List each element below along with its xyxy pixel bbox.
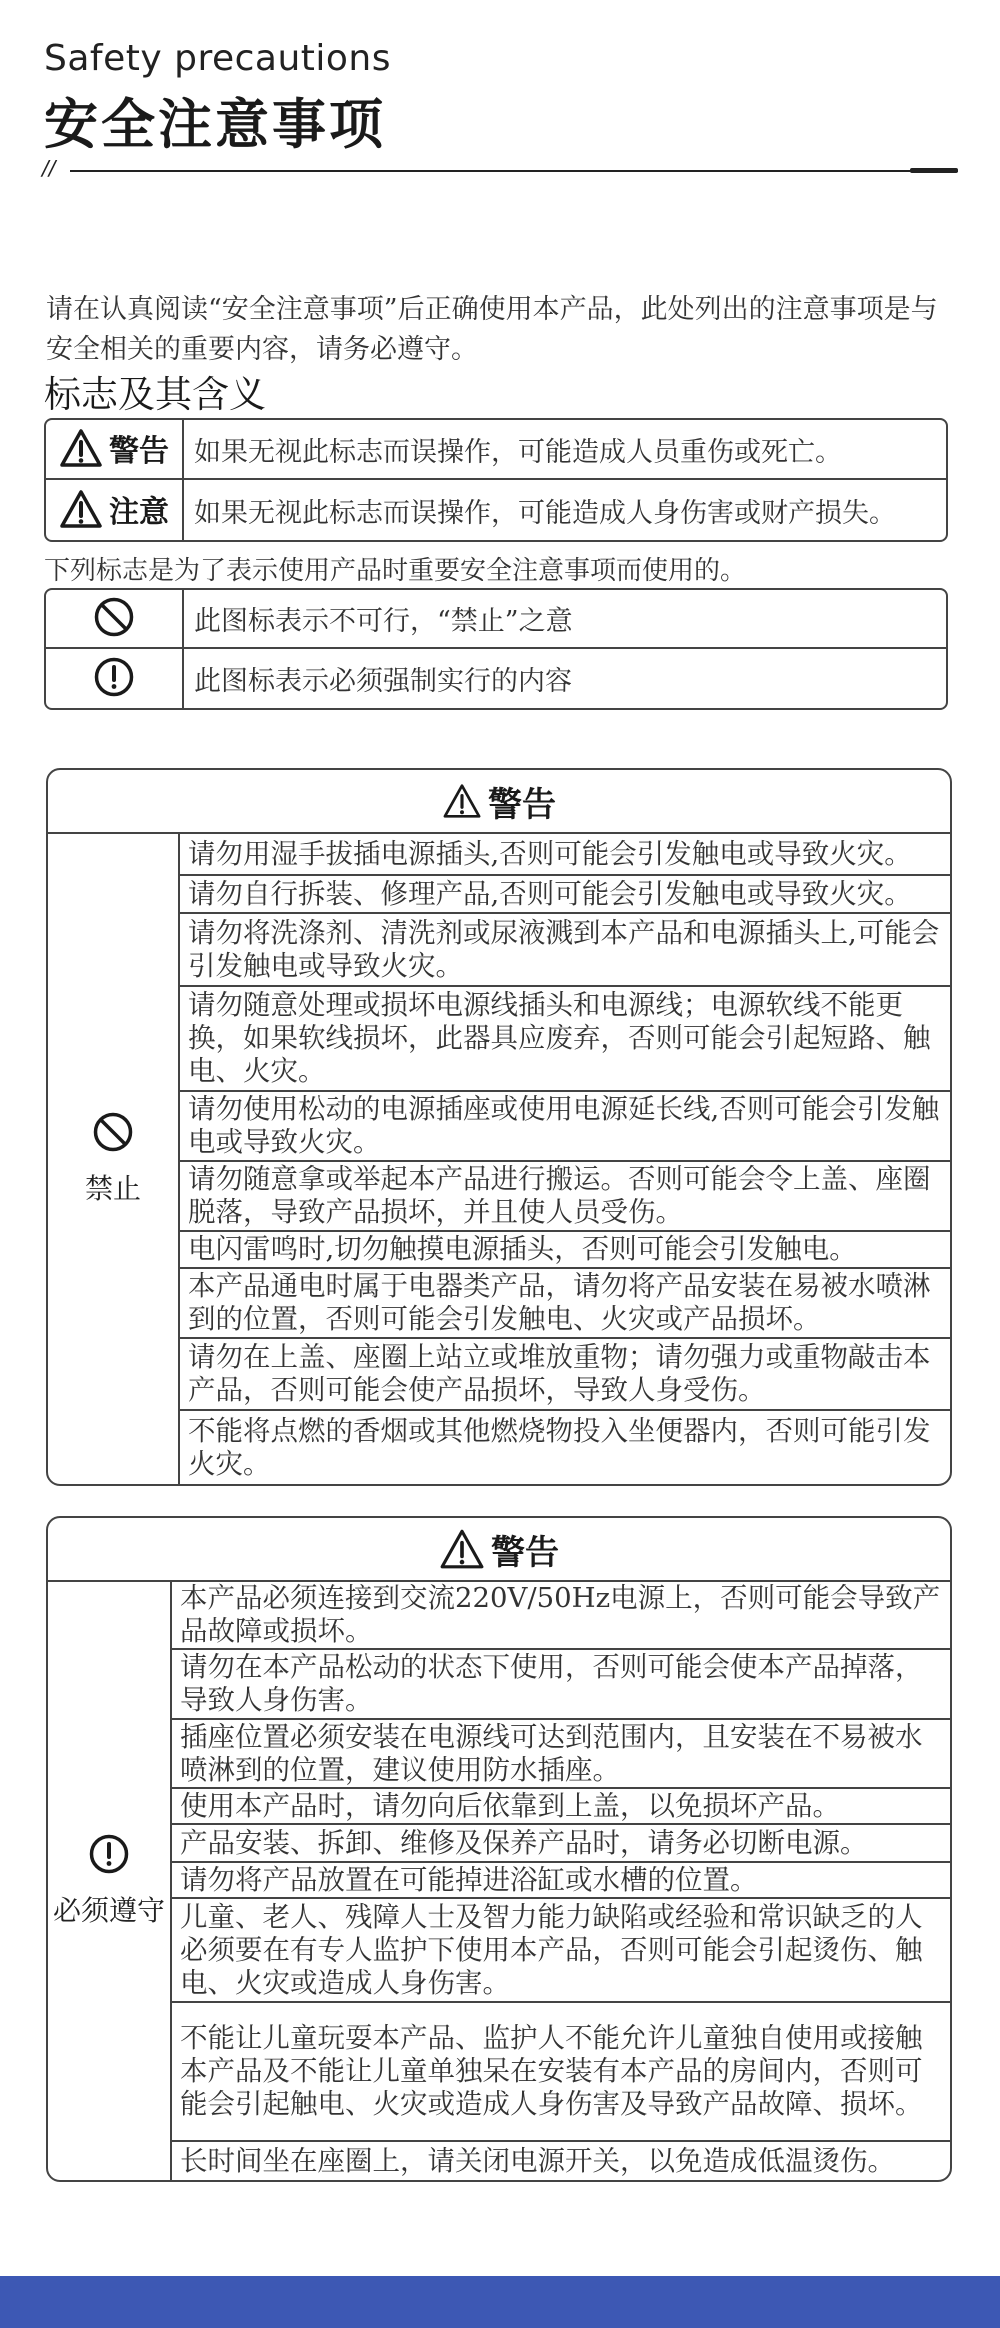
header-rule	[70, 170, 958, 172]
title-chinese: 安全注意事项	[44, 93, 386, 156]
mandatory-warning-panel	[46, 1516, 952, 2182]
rule-item: 使用本产品时，请勿向后依靠到上盖，以免损坏产品。	[172, 1789, 950, 1825]
panel-title: 警告	[488, 784, 556, 825]
panel-header	[48, 770, 950, 834]
rule-item: 不能将点燃的香烟或其他燃烧物投入坐便器内，否则可能引发火灾。	[188, 1414, 931, 1480]
rule-item: 儿童、老人、残障人士及智力能力缺陷或经验和常识缺乏的人必须要在有专人监护下使用本产品，否则可能会引起烫伤、触电、火灾或造成人身伤害。	[172, 1899, 950, 2003]
symbol-row-mandatory	[46, 649, 946, 708]
side-label: 必须遵守	[52, 1894, 165, 1927]
rule-item: 电闪雷鸣时,切勿触摸电源插头，否则可能会引发触电。	[180, 1232, 950, 1269]
side-label: 禁止	[84, 1172, 141, 1205]
rule-list	[172, 1582, 950, 2180]
signs-heading: 标志及其含义	[44, 373, 266, 416]
warning-triangle-icon	[59, 489, 103, 529]
rule-item: 不能让儿童玩耍本产品、监护人不能允许儿童独自使用或接触本产品及不能让儿童单独呆在安装有本产品的房间内，否则可能会引起触电、火灾或造成人身伤害及导致产品故障、损坏。	[172, 2003, 950, 2142]
rule-item: 长时间坐在座圈上，请关闭电源开关，以免造成低温烫伤。	[180, 2144, 895, 2177]
rule-item: 插座位置必须安装在电源线可达到范围内，且安装在不易被水喷淋到的位置，建议使用防水插座。	[172, 1720, 950, 1789]
signal-meaning: 如果无视此标志而误操作，可能造成人身伤害或财产损失。	[194, 497, 896, 529]
panel-side	[48, 834, 180, 1484]
rule-item: 请勿在上盖、座圈上站立或堆放重物；请勿强力或重物敲击本产品，否则可能会使产品损坏，导致人身受伤。	[180, 1339, 950, 1411]
prohibition-icon	[92, 1111, 134, 1153]
rule-list	[180, 834, 950, 1484]
signal-word-table	[44, 418, 948, 542]
panel-header	[48, 1518, 950, 1582]
rule-item: 请勿将产品放置在可能掉进浴缸或水槽的位置。	[172, 1863, 950, 1899]
symbol-row-prohibited	[46, 590, 946, 649]
header-rule-accent	[910, 168, 958, 173]
prohibition-icon	[93, 596, 135, 638]
rule-item: 请勿随意拿或举起本产品进行搬运。否则可能会令上盖、座圈脱落，导致产品损坏，并且使人员受伤。	[180, 1162, 950, 1232]
title-english: Safety precautions	[44, 38, 391, 79]
symbol-table	[44, 588, 948, 710]
rule-item: 请勿将洗涤剂、清洗剂或尿液溅到本产品和电源插头上,可能会引发触电或导致火灾。	[180, 914, 950, 987]
rule-item: 产品安装、拆卸、维修及保养产品时，请务必切断电源。	[172, 1825, 950, 1863]
rule-item: 请勿自行拆装、修理产品,否则可能会引发触电或导致火灾。	[180, 876, 950, 914]
warning-triangle-icon	[59, 428, 103, 468]
warning-triangle-icon	[439, 1528, 485, 1570]
intro-paragraph: 请在认真阅读“安全注意事项”后正确使用本产品，此处列出的注意事项是与安全相关的重要内容，请务必遵守。	[46, 294, 938, 365]
symbol-meaning: 此图标表示必须强制实行的内容	[194, 666, 572, 697]
panel-title: 警告	[491, 1532, 559, 1573]
warning-triangle-icon	[442, 783, 482, 819]
panel-side	[48, 1582, 172, 2180]
signal-meaning: 如果无视此标志而误操作，可能造成人员重伤或死亡。	[184, 420, 946, 480]
mandatory-exclamation-icon	[93, 656, 135, 698]
signal-word-label: 警告	[109, 434, 169, 469]
signal-row-warning	[46, 420, 946, 480]
rule-item: 请勿在本产品松动的状态下使用，否则可能会使本产品掉落，导致人身伤害。	[172, 1650, 950, 1720]
signal-word-label: 注意	[109, 495, 169, 530]
symbols-note: 下列标志是为了表示使用产品时重要安全注意事项而使用的。	[44, 556, 747, 586]
rule-item: 请勿使用松动的电源插座或使用电源延长线,否则可能会引发触电或导致火灾。	[180, 1092, 950, 1162]
rule-item: 请勿随意处理或损坏电源线插头和电源线；电源软线不能更换，如果软线损坏，此器具应废弃，否则可能会引起短路、触电、火灾。	[180, 987, 950, 1092]
rule-item: 本产品通电时属于电器类产品，请勿将产品安装在易被水喷淋到的位置，否则可能会引发触电、火灾或产品损坏。	[180, 1269, 950, 1339]
prohibited-warning-panel	[46, 768, 952, 1486]
signal-row-caution	[46, 480, 946, 540]
rule-item: 请勿用湿手拔插电源插头,否则可能会引发触电或导致火灾。	[180, 834, 950, 876]
mandatory-exclamation-icon	[88, 1833, 130, 1875]
rule-slashes: //	[42, 156, 56, 180]
footer-bar	[0, 2276, 1000, 2328]
symbol-meaning: 此图标表示不可行，“禁止”之意	[184, 590, 946, 649]
rule-item: 本产品必须连接到交流220V/50Hz电源上，否则可能会导致产品故障或损坏。	[172, 1582, 950, 1650]
